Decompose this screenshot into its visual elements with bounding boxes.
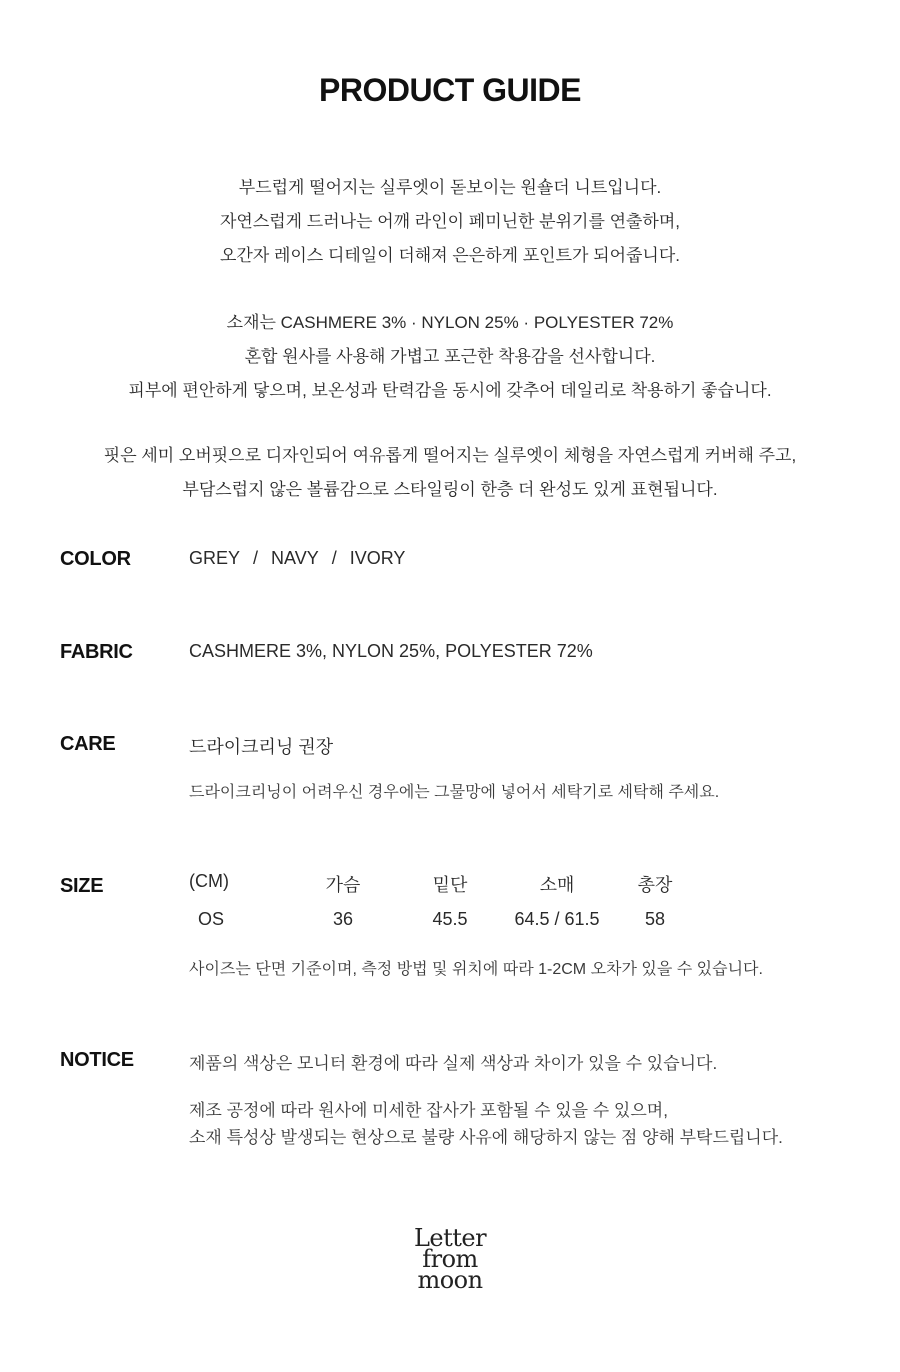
fabric-label: FABRIC: [60, 641, 133, 663]
size-value-length: 58: [644, 909, 666, 929]
color-option-ivory: IVORY: [349, 548, 406, 568]
page-title: PRODUCT GUIDE: [319, 72, 581, 108]
color-option-navy: NAVY: [271, 548, 319, 568]
notice-line-1: 제품의 색상은 모니터 환경에 따라 실제 색상과 차이가 있을 수 있습니다.: [189, 1054, 718, 1073]
size-header-unit: (CM): [189, 871, 229, 891]
notice-paragraph: [189, 1097, 783, 1151]
size-label: SIZE: [60, 875, 104, 897]
intro-line: 자연스럽게 드러나는 어깨 라인이 페미닌한 분위기를 연출하며,: [219, 212, 681, 231]
size-header-chest: 가슴: [325, 875, 361, 895]
intro-line: 피부에 편안하게 닿으며, 보온성과 탄력감을 동시에 갖추어 데일리로 착용하기 좋습니다.: [128, 381, 772, 400]
intro-paragraph-1: [0, 171, 900, 273]
color-option-grey: GREY: [189, 548, 241, 568]
intro-line: 오간자 레이스 디테일이 더해져 은은하게 포인트가 되어줍니다.: [219, 246, 681, 265]
intro-line: 부드럽게 떨어지는 실루엣이 돋보이는 원숄더 니트입니다.: [238, 178, 662, 197]
intro-line: 혼합 원사를 사용해 가볍고 포근한 착용감을 선사합니다.: [244, 347, 656, 366]
size-header-hem: 밑단: [432, 875, 468, 895]
care-label: CARE: [60, 733, 116, 755]
brand-logo: [0, 1224, 900, 1294]
size-value-unit: OS: [197, 909, 224, 929]
size-value-chest: 36: [332, 909, 354, 929]
care-note: 드라이크리닝이 어려우신 경우에는 그물망에 넣어서 세탁기로 세탁해 주세요.: [189, 784, 720, 801]
color-separator: /: [253, 548, 259, 568]
care-value: 드라이크리닝 권장: [189, 737, 334, 757]
size-header-length: 총장: [637, 875, 673, 895]
notice-label: NOTICE: [60, 1049, 134, 1071]
size-value-hem: 45.5: [432, 909, 468, 929]
fabric-value: CASHMERE 3%, NYLON 25%, POLYESTER 72%: [189, 641, 593, 661]
color-label: COLOR: [60, 548, 131, 570]
notice-line: 제조 공정에 따라 원사에 미세한 잡사가 포함될 수 있을 수 있으며,: [189, 1101, 668, 1120]
size-note: 사이즈는 단면 기준이며, 측정 방법 및 위치에 따라 1-2CM 오차가 있을 수 있습니다.: [189, 961, 763, 978]
logo-line: moon: [417, 1266, 483, 1294]
intro-paragraph-3: [0, 439, 900, 507]
size-header-sleeve: 소매: [539, 875, 575, 895]
logo-line: from: [422, 1245, 478, 1273]
intro-line: 핏은 세미 오버핏으로 디자인되어 여유롭게 떨어지는 실루엣이 체형을 자연스럽게 커버해 주고,: [103, 446, 797, 465]
intro-line: 소재는 CASHMERE 3% · NYLON 25% · POLYESTER 72%: [226, 313, 674, 332]
color-separator: /: [331, 548, 337, 568]
logo-line: Letter: [413, 1224, 487, 1252]
notice-line: 소재 특성상 발생되는 현상으로 불량 사유에 해당하지 않는 점 양해 부탁드립니다.: [189, 1128, 783, 1147]
intro-line: 부담스럽지 않은 볼륨감으로 스타일링이 한층 더 완성도 있게 표현됩니다.: [182, 480, 718, 499]
size-value-sleeve: 64.5 / 61.5: [514, 909, 600, 929]
color-options: [189, 548, 405, 569]
intro-paragraph-2: [0, 306, 900, 408]
